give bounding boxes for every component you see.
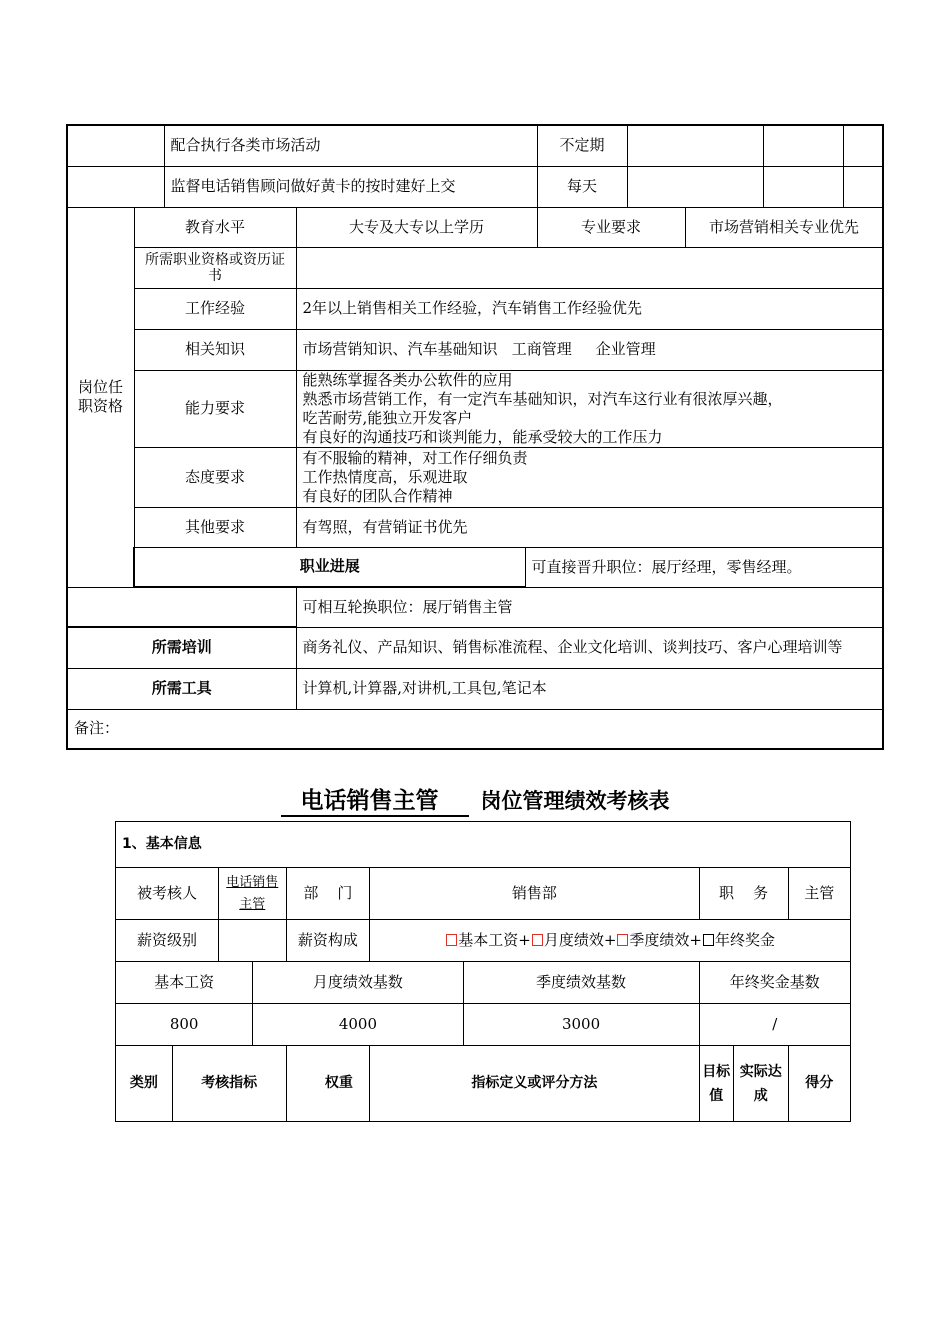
annual-base-value: / <box>699 1004 850 1046</box>
salary-level-label: 薪资级别 <box>116 920 219 962</box>
attitude-value: 有不服输的精神，对工作仔细负责 工作热情度高，乐观进取 有良好的团队合作精神 <box>296 447 883 507</box>
post-value: 主管 <box>788 868 850 920</box>
other-value: 有驾照，有营销证书优先 <box>296 507 883 547</box>
salary-component: 季度绩效+ <box>629 931 702 949</box>
career-label: 职业进展 <box>134 547 525 587</box>
header-category: 类别 <box>116 1046 173 1122</box>
form-title-position: 电话销售主管 <box>281 782 469 817</box>
career-rotation: 可相互轮换职位：展厅销售主管 <box>296 587 883 627</box>
salary-component: 月度绩效+ <box>543 931 617 949</box>
duty-frequency: 每天 <box>537 166 627 207</box>
qualification-label: 岗位任职资格 <box>67 207 134 587</box>
other-label: 其他要求 <box>134 507 296 547</box>
salary-component: 基本工资+ <box>458 931 531 949</box>
experience-label: 工作经验 <box>134 288 296 329</box>
form-title <box>0 782 950 817</box>
quarterly-base-value: 3000 <box>463 1004 699 1046</box>
assessment-table <box>115 821 851 1122</box>
header-indicator: 考核指标 <box>172 1046 286 1122</box>
major-label: 专业要求 <box>537 207 685 247</box>
certificate-value <box>296 247 883 288</box>
job-description-table <box>66 124 884 750</box>
salary-component: 年终奖金 <box>714 931 775 949</box>
training-value: 商务礼仪、产品知识、销售标准流程、企业文化培训、谈判技巧、客户心理培训等 <box>296 627 883 668</box>
monthly-base-value: 4000 <box>253 1004 463 1046</box>
header-definition: 指标定义或评分方法 <box>370 1046 699 1122</box>
tools-label: 所需工具 <box>67 668 296 709</box>
quarterly-base-label: 季度绩效基数 <box>463 962 699 1004</box>
header-actual-text: 实际达成 <box>739 1063 782 1104</box>
post-label: 职 务 <box>699 868 788 920</box>
monthly-base-label: 月度绩效基数 <box>253 962 463 1004</box>
department-label: 部 门 <box>286 868 370 920</box>
major-value: 市场营销相关专业优先 <box>685 207 883 247</box>
section-title: 1、基本信息 <box>116 822 851 868</box>
department-value: 销售部 <box>370 868 699 920</box>
duty-frequency: 不定期 <box>537 125 627 166</box>
duty-row <box>67 125 883 166</box>
duty-row <box>67 166 883 207</box>
ability-label: 能力要求 <box>134 370 296 447</box>
education-value: 大专及大专以上学历 <box>296 207 537 247</box>
header-weight-text: 权重 <box>324 1075 353 1091</box>
tools-value: 计算机,计算器,对讲机,工具包,笔记本 <box>296 668 883 709</box>
salary-structure-label: 薪资构成 <box>286 920 370 962</box>
training-label: 所需培训 <box>67 627 296 668</box>
header-actual <box>733 1046 788 1122</box>
knowledge-value: 市场营销知识、汽车基础知识 工商管理 企业管理 <box>296 329 883 370</box>
checkbox-icon[interactable] <box>532 934 543 946</box>
checkbox-icon[interactable] <box>617 934 628 946</box>
salary-level-value <box>218 920 286 962</box>
remarks-label: 备注： <box>67 709 883 749</box>
experience-value: 2年以上销售相关工作经验，汽车销售工作经验优先 <box>296 288 883 329</box>
salary-components <box>370 920 851 962</box>
certificate-label: 所需职业资格或资历证书 <box>134 247 296 288</box>
duty-text: 配合执行各类市场活动 <box>164 125 537 166</box>
base-salary-value: 800 <box>116 1004 253 1046</box>
assessee-value: 电话销售主管 <box>218 868 286 920</box>
annual-base-label: 年终奖金基数 <box>699 962 850 1004</box>
header-target-text: 目标值 <box>702 1063 731 1104</box>
career-promotion: 可直接晋升职位：展厅经理，零售经理。 <box>525 547 883 587</box>
base-salary-label: 基本工资 <box>116 962 253 1004</box>
education-label: 教育水平 <box>134 207 296 247</box>
ability-value: 能熟练掌握各类办公软件的应用 熟悉市场营销工作，有一定汽车基础知识，对汽车这行业有很浓厚兴趣， 吃苦耐劳,能独立开发客户 有良好的沟通技巧和谈判能力，能承受较大的工作压力 <box>296 370 883 447</box>
header-target <box>699 1046 733 1122</box>
duty-text: 监督电话销售顾问做好黄卡的按时建好上交 <box>164 166 537 207</box>
form-title-subtitle: 岗位管理绩效考核表 <box>480 789 670 813</box>
checkbox-icon[interactable] <box>703 934 714 946</box>
assessee-label: 被考核人 <box>116 868 219 920</box>
checkbox-icon[interactable] <box>446 934 457 946</box>
knowledge-label: 相关知识 <box>134 329 296 370</box>
header-score: 得分 <box>788 1046 850 1122</box>
header-weight <box>286 1046 370 1122</box>
attitude-label: 态度要求 <box>134 447 296 507</box>
